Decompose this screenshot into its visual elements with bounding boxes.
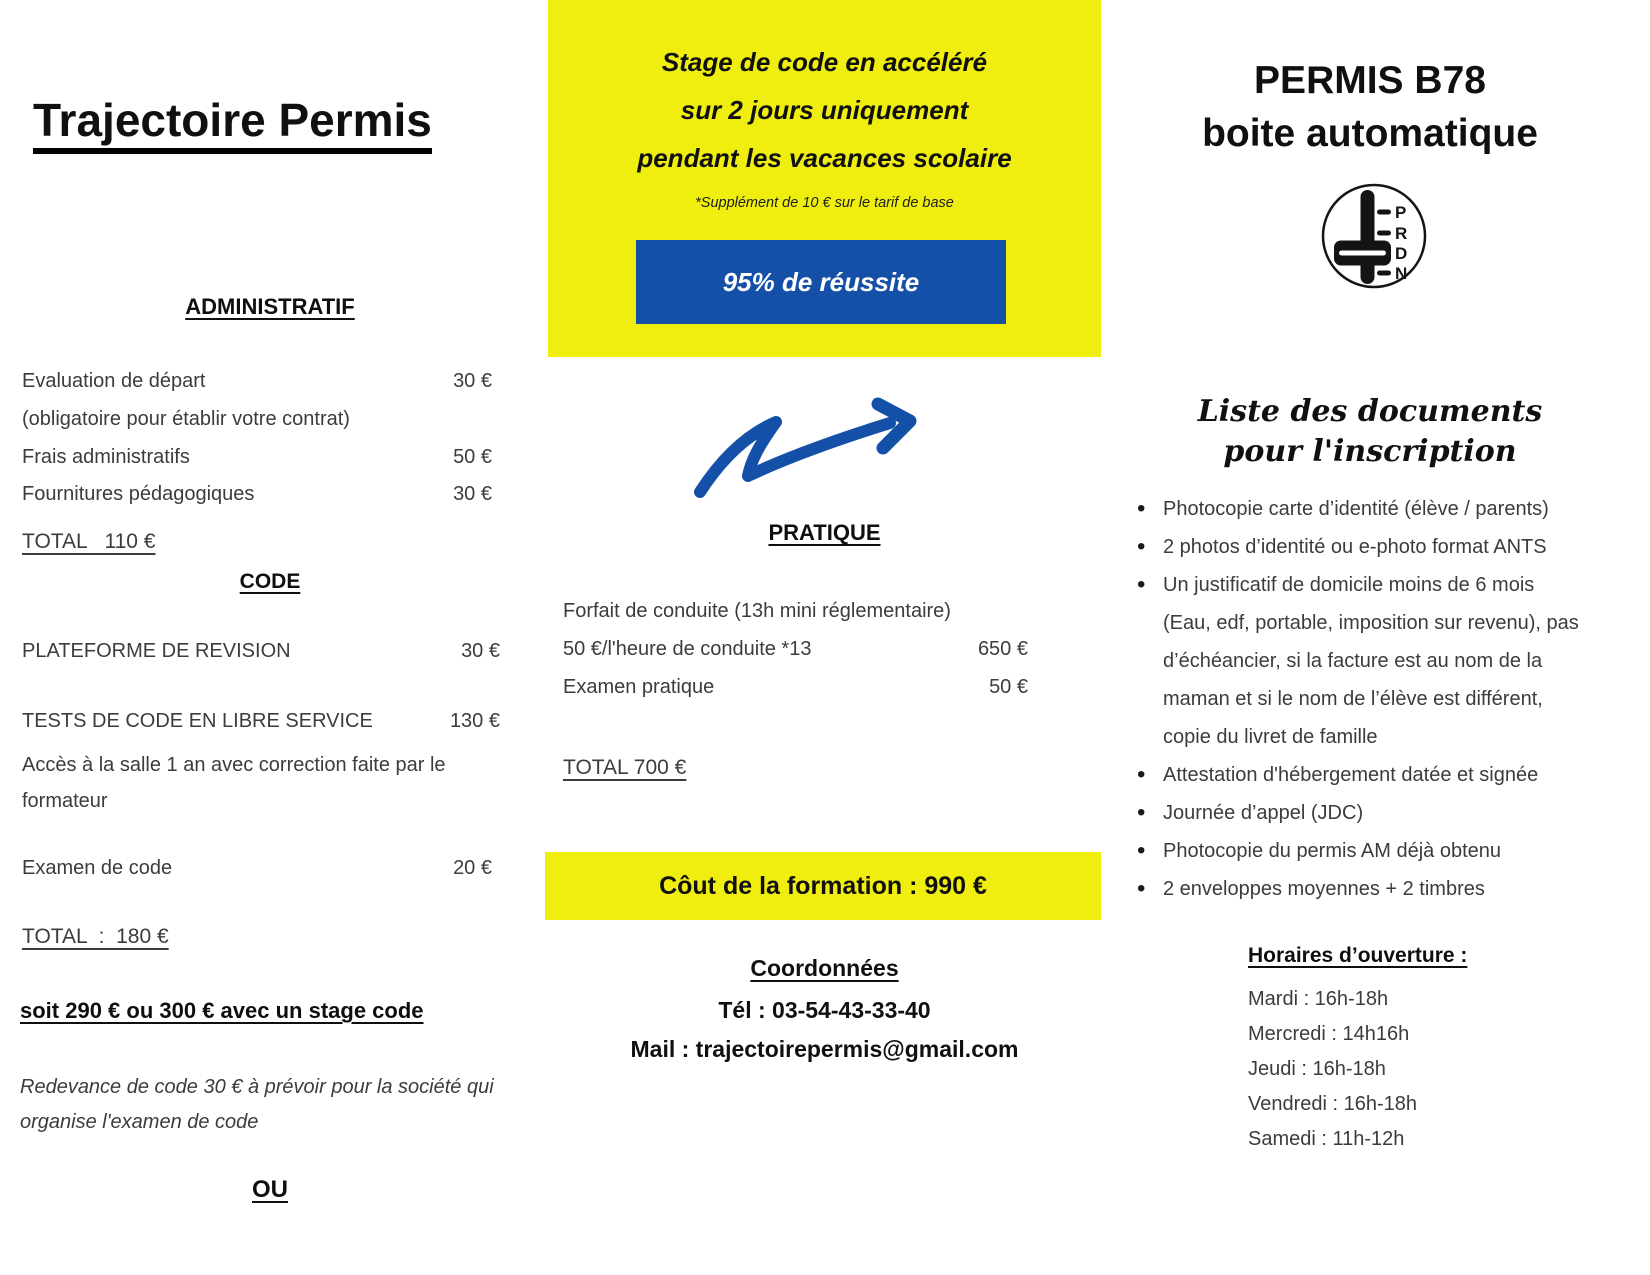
documents-list [1133,490,1585,908]
document-item: • Photocopie du permis AM déjà obtenu [1133,832,1585,870]
redevance-note: Redevance de code 30 € à prévoir pour la société qui organise l'examen de code [20,1076,494,1133]
gear-label-n: N [1395,264,1408,283]
fee-label: 50 €/l'heure de conduite *13 [563,638,812,660]
promo-supplement-note: *Supplément de 10 € sur le tarif de base [695,195,954,211]
forfait-line: Forfait de conduite (13h mini réglementaire) [563,600,951,622]
opening-hours-heading: Horaires d’ouverture : [1248,944,1468,967]
document-item: • Un justificatif de domicile moins de 6 mois (Eau, edf, portable, imposition sur revenu), pas d’échéancier, si la facture est au nom de la maman et si le nom de l’élève est différent, copie du livret de famille [1133,566,1585,756]
fee-label: Examen de code [22,857,173,879]
permis-title [1145,54,1595,160]
promo-line-1: Stage de code en accéléré [661,47,988,77]
document-item: • Photocopie carte d’identité (élève / parents) [1133,490,1585,528]
administratif-total: TOTAL 110 € [22,530,156,553]
success-rate-banner [636,240,1006,324]
promo-box [548,0,1101,357]
training-cost-banner [545,852,1101,920]
document-item: • Journée d’appel (JDC) [1133,794,1585,832]
opening-hours-item: Mercredi : 14h16h [1248,1023,1410,1045]
contact-email: Mail : trajectoirepermis@gmail.com [630,1036,1019,1062]
fee-price: 30 € [453,483,492,505]
fee-row-examen-code [22,857,492,880]
fee-price: 130 € [449,710,500,732]
opening-hours-item: Samedi : 11h-12h [1248,1128,1405,1150]
fee-row-frais [22,446,492,469]
fee-row-examen-pratique [563,676,1028,699]
document-item: • 2 photos d’identité ou e-photo format ANTS [1133,528,1585,566]
documents-heading [1140,392,1600,472]
permis-title-line-1: PERMIS B78 [1254,59,1486,102]
pratique-total: TOTAL 700 € [563,756,687,779]
pratique-heading: PRATIQUE [768,520,881,545]
promo-line-3: pendant les vacances scolaire [637,143,1012,173]
document-item: • 2 enveloppes moyennes + 2 timbres [1133,870,1585,908]
permis-title-line-2: boite automatique [1202,112,1538,155]
opening-hours-item: Mardi : 16h-18h [1248,988,1389,1010]
training-cost-text: Côut de la formation : 990 € [659,871,987,900]
success-rate-text: 95% de réussite [722,266,920,297]
package-summary: soit 290 € ou 300 € avec un stage code [20,998,424,1023]
contact-heading: Coordonnées [750,955,899,981]
fee-label: Examen pratique [563,676,715,698]
fee-label: Frais administratifs [22,446,190,468]
fee-row-evaluation [22,370,492,393]
opening-hours-item: Vendredi : 16h-18h [1248,1093,1418,1115]
promo-line-2: sur 2 jours uniquement [680,95,969,125]
fee-label: Evaluation de départ [22,370,206,392]
fee-price: 30 € [461,640,500,662]
ou-separator: OU [252,1176,288,1203]
fee-row-obligatoire [22,408,492,431]
fee-row-heure-conduite [563,638,1028,661]
fee-price: 20 € [453,857,492,879]
fee-label: TESTS DE CODE EN LIBRE SERVICE [22,710,373,732]
documents-heading-line-2: pour l'inscription [1223,434,1517,469]
opening-hours-item: Jeudi : 16h-18h [1248,1058,1386,1080]
document-item: • Attestation d'hébergement datée et signée [1133,756,1585,794]
promo-text [548,0,1101,182]
fee-label: Fournitures pédagogiques [22,483,255,505]
fee-price: 30 € [453,370,492,392]
tests-access-note: Accès à la salle 1 an avec correction faite par le formateur [22,754,446,812]
contact-phone: Tél : 03-54-43-33-40 [718,997,931,1023]
gear-label-r: R [1395,224,1408,243]
code-heading: CODE [239,570,301,593]
gear-label-p: P [1395,203,1407,222]
gear-label-d: D [1395,244,1408,263]
fee-row-plateforme [22,640,500,663]
fee-label: PLATEFORME DE REVISION [22,640,291,662]
fee-row-fournitures [22,483,492,506]
page-title: Trajectoire Permis [33,95,432,155]
arrow-icon [690,392,945,502]
fee-note: (obligatoire pour établir votre contrat) [22,408,350,430]
gear-shifter-icon [1320,182,1428,290]
fee-price: 650 € [977,638,1028,660]
fee-price: 50 € [453,446,492,468]
documents-heading-line-1: Liste des documents [1197,394,1543,429]
code-total: TOTAL : 180 € [22,925,169,948]
fee-price: 50 € [989,676,1028,698]
administratif-heading: ADMINISTRATIF [185,294,355,319]
opening-hours-list [1248,982,1417,1157]
fee-row-tests [22,710,500,733]
